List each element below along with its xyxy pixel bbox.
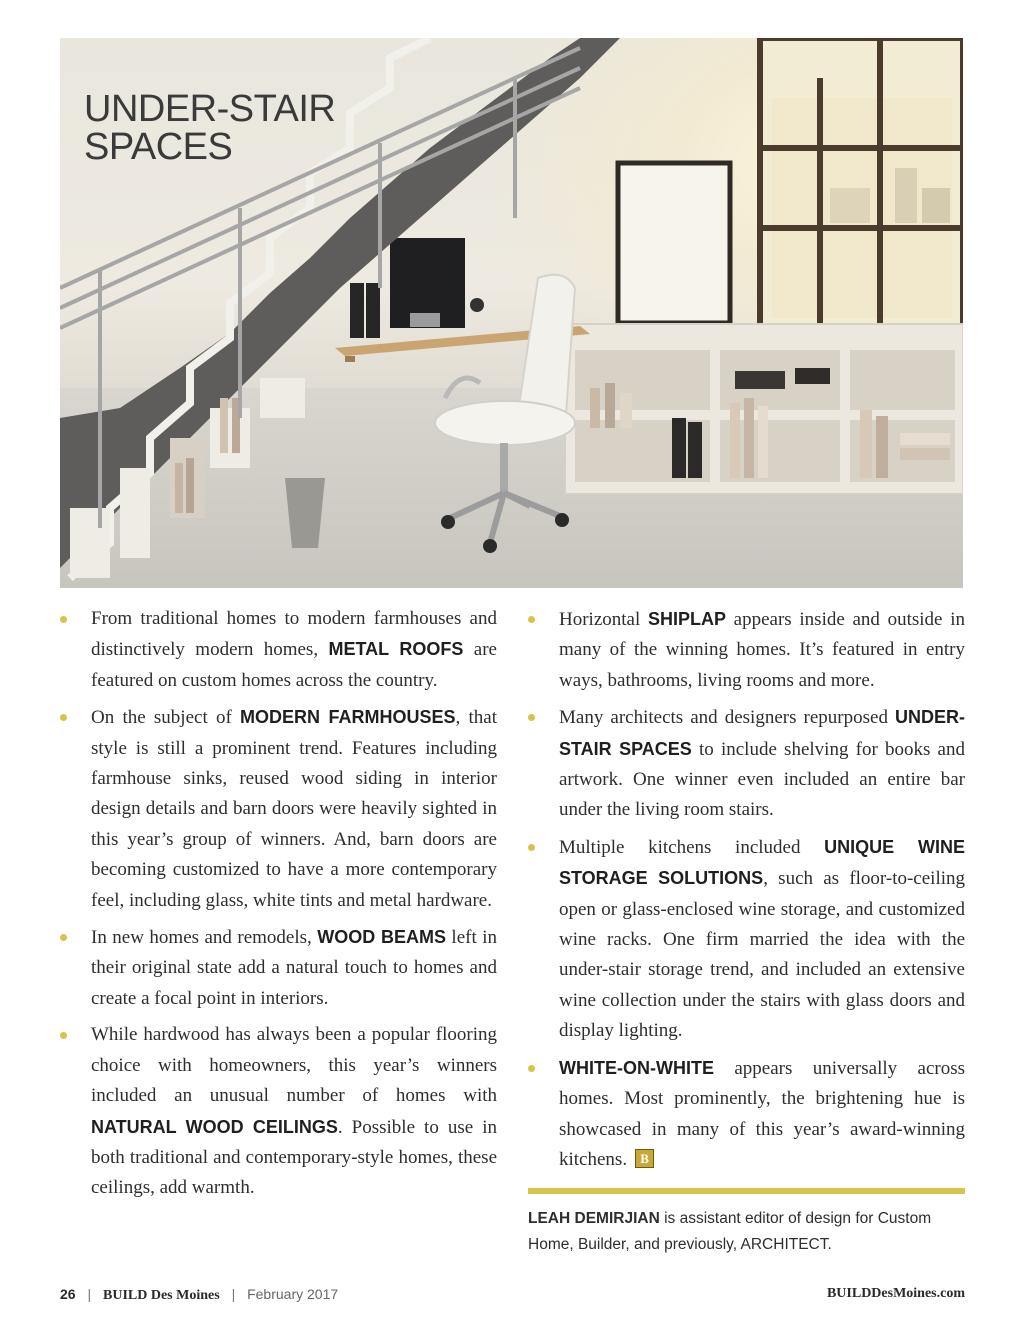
page-footer [60,1286,965,1308]
hero-title [84,90,335,166]
bullet-dot [60,616,67,623]
bullet-white-on-white: WHITE-ON-WHITE appears universally across homes. Most prominently, the brightening hue is showcased in many of this year’s award-winning kitchens. B [528,1053,965,1176]
bullet-under-stair-spaces: Many architects and designers repurposed UNDER-STAIR SPACES to include shelving for books and artwork. One winner even included an entire bar under the living room stairs. [528,702,965,826]
window [760,38,963,338]
bullet-dot [528,616,535,623]
alarm-clock [470,298,484,312]
low-shelf-unit [565,324,963,494]
keyword-under-stair-spaces: UNDER-STAIR SPACES [559,707,965,759]
publication-name: BUILD Des Moines [103,1288,220,1303]
end-mark-icon: B [635,1149,654,1168]
keyword-white-on-white: WHITE-ON-WHITE [559,1057,714,1078]
author-divider [528,1188,965,1194]
bullet-metal-roofs: From traditional homes to modern farmhouses and distinctively modern homes, METAL ROOFS are featured on custom homes across the country. [60,604,497,696]
bullet-dot [60,714,67,721]
keyword-modern-farmhouses: MODERN FARMHOUSES [240,707,456,728]
author-name: LEAH DEMIRJIAN [528,1210,660,1227]
keyword-metal-roofs: METAL ROOFS [328,639,464,660]
issue-date: February 2017 [247,1286,339,1302]
bullet-shiplap: Horizontal SHIPLAP appears inside and outside in many of the winning homes. It’s featured in entry ways, bathrooms, living rooms and more. [528,604,965,696]
hero-title-line-2: SPACES [84,126,233,168]
binders [350,283,364,338]
page-number: 26 [60,1286,76,1302]
footer-separator: | [231,1286,236,1302]
hero-title-line-1: UNDER-STAIR [84,88,336,130]
bullet-wine-storage: Multiple kitchens included UNIQUE WINE STORAGE SOLUTIONS, such as floor-to-ceiling open or glass-enclosed wine storage, and customized wine racks. One firm married the idea with the under-stair storage trend, and included an extensive wine collection under the stairs with glass doors and display lighting. [528,832,965,1047]
bullet-dot [528,1065,535,1072]
bullet-dot [60,934,67,941]
keyword-shiplap: SHIPLAP [647,609,726,629]
footer-separator: | [87,1286,92,1302]
left-column [60,604,497,1210]
author-bio [528,1206,965,1258]
bullet-dot [60,1032,67,1039]
bullet-modern-farmhouses: On the subject of MODERN FARMHOUSES, that style is still a prominent trend. Features including farmhouse sinks, reused wood siding in interior design details and barn doors were heavily sighted in this year’s group of winners. And, barn doors are becoming customized to have a more contemporary feel, including glass, white tints and metal hardware. [60,702,497,916]
right-column [528,604,965,1181]
waste-basket [285,478,325,548]
keyword-wine-storage: UNIQUE WINE STORAGE SOLUTIONS [559,836,965,889]
empty-picture-frame [618,163,730,323]
keyword-natural-wood-ceilings: NATURAL WOOD CEILINGS [91,1116,338,1137]
bullet-dot [528,714,535,721]
bullet-dot [528,844,535,851]
author-bio-text: is assistant editor of design for Custom Home, Builder, and previously, ARCHITECT. [528,1210,932,1253]
keyword-wood-beams: WOOD BEAMS [317,927,446,948]
hero-photo [60,38,963,588]
bullet-wood-beams: In new homes and remodels, WOOD BEAMS left in their original state add a natural touch to homes and create a focal point in interiors. [60,922,497,1014]
bullet-natural-wood-ceilings: While hardwood has always been a popular flooring choice with homeowners, this year’s winners included an unusual number of homes with NATURAL WOOD CEILINGS. Possible to use in both traditional and contemporary-style homes, these ceilings, add warmth. [60,1020,497,1203]
website-link[interactable]: BUILDDesMoines.com [826,1286,965,1301]
